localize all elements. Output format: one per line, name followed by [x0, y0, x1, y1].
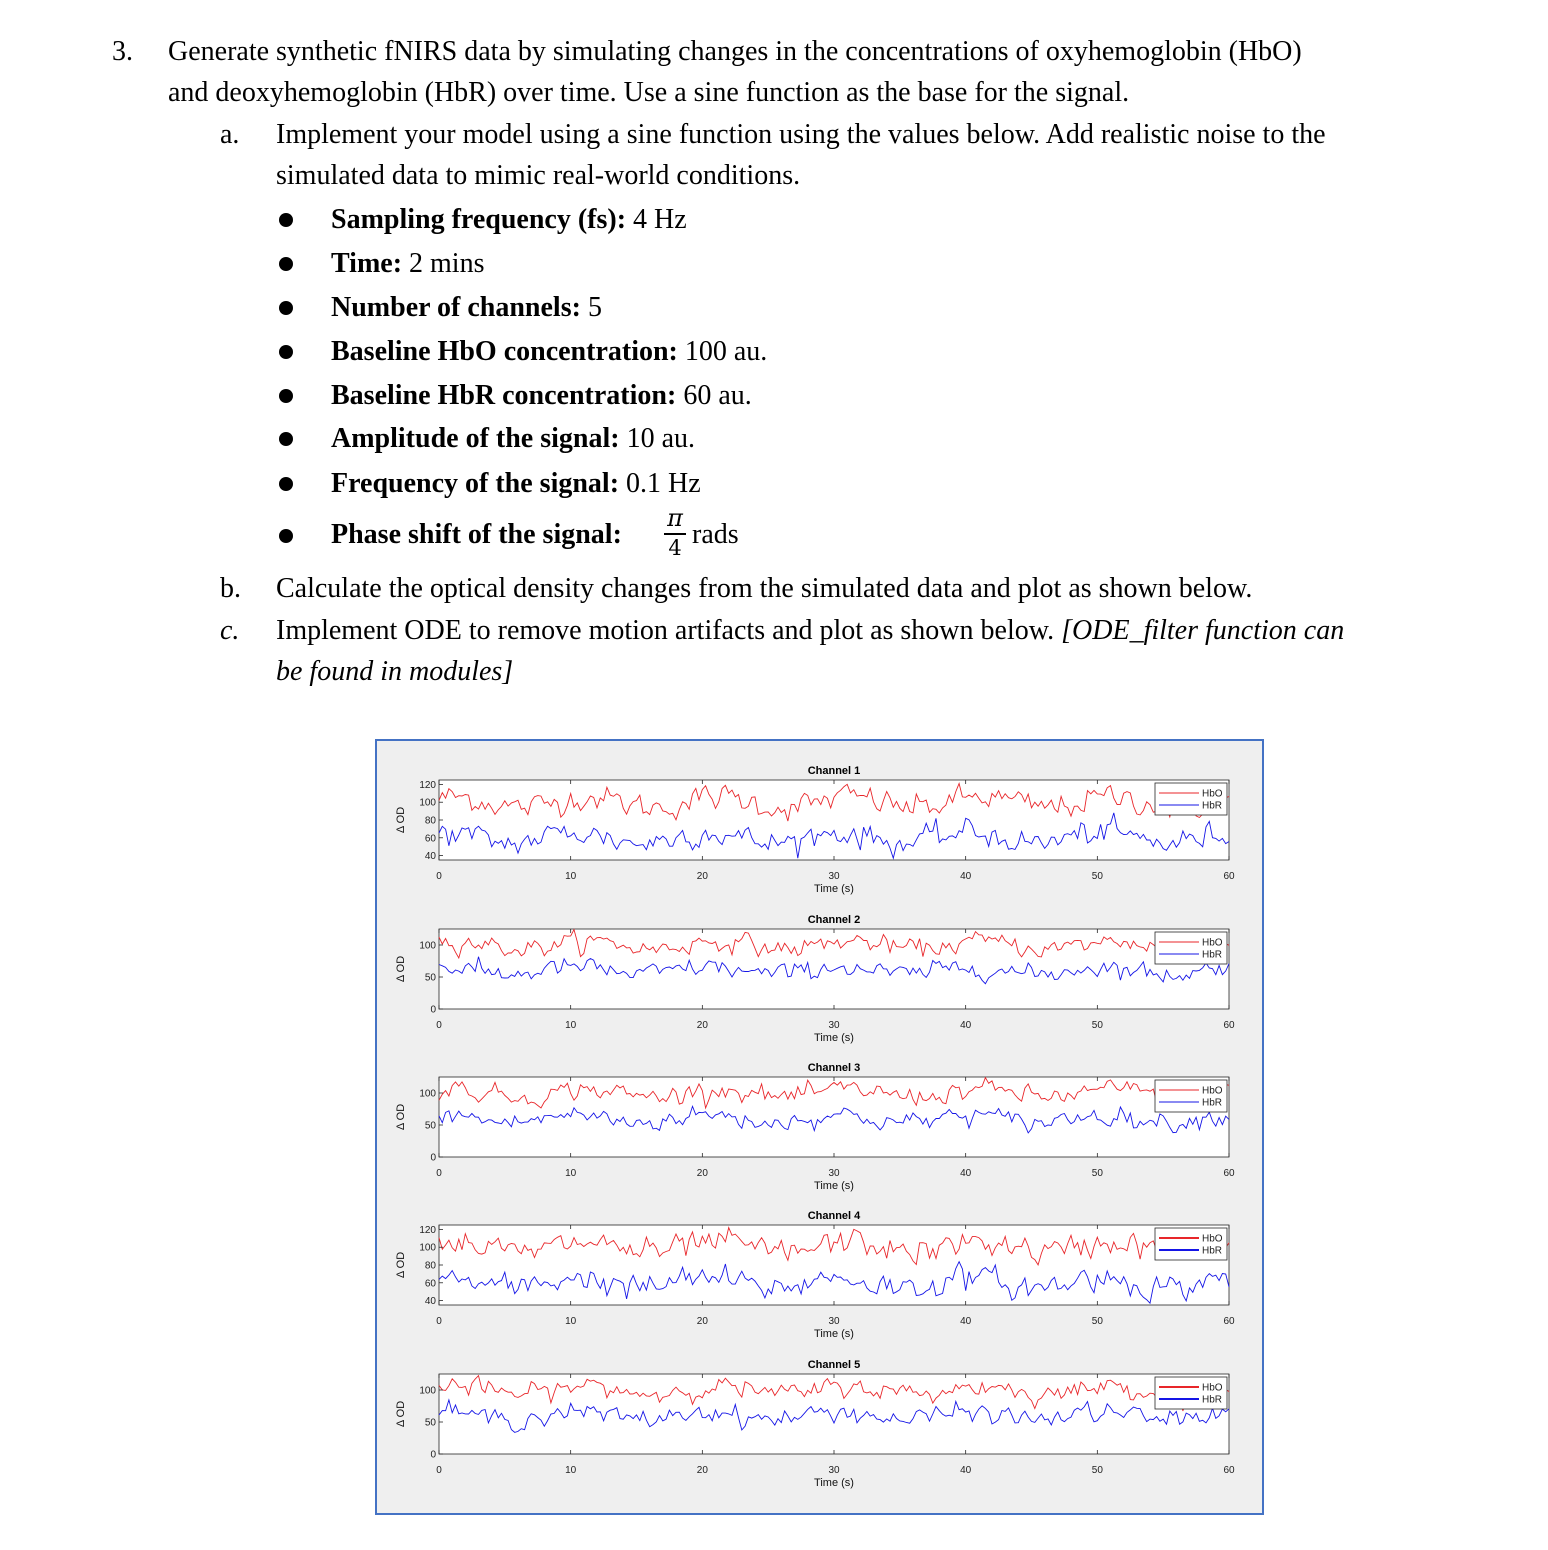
- intro-line-1: Generate synthetic fNIRS data by simulating changes in the concentrations of oxyhemoglobin (HbO): [168, 36, 1302, 67]
- param-baseline-hbo: Baseline HbO concentration: 100 au.: [331, 336, 768, 367]
- y-tick-label: 100: [419, 940, 436, 952]
- chart-title: Channel 4: [807, 1210, 861, 1222]
- y-axis-label: Δ OD: [395, 806, 407, 834]
- chart-title: Channel 1: [807, 765, 861, 777]
- x-tick-label: 10: [565, 1316, 577, 1327]
- bullet: [279, 345, 293, 359]
- x-tick-label: 60: [1223, 1465, 1235, 1476]
- pi-over-4-fraction: π 4: [660, 505, 690, 559]
- x-tick-label: 40: [960, 1168, 972, 1179]
- legend-label-hbr: HbR: [1202, 949, 1223, 961]
- legend-label-hbr: HbR: [1202, 1097, 1223, 1109]
- x-tick-label: 30: [828, 1465, 840, 1476]
- x-tick-label: 40: [960, 871, 972, 882]
- x-tick-label: 40: [960, 1020, 972, 1031]
- x-tick-label: 30: [828, 1020, 840, 1031]
- bullet: [279, 257, 293, 271]
- y-axis-label: Δ OD: [395, 1103, 407, 1131]
- y-tick-label: 100: [419, 1385, 436, 1397]
- y-tick-label: 40: [424, 1296, 436, 1308]
- x-tick-label: 0: [436, 871, 442, 882]
- y-tick-label: 80: [424, 815, 436, 827]
- intro-line-2: and deoxyhemoglobin (HbR) over time. Use a sine function as the base for the signal.: [168, 77, 1130, 108]
- chart-title: Channel 2: [807, 914, 861, 926]
- bullet: [279, 389, 293, 403]
- chart-title: Channel 5: [807, 1359, 861, 1371]
- x-tick-label: 60: [1223, 1020, 1235, 1031]
- y-tick-label: 80: [424, 1260, 436, 1272]
- y-tick-label: 60: [424, 1278, 436, 1290]
- x-tick-label: 10: [565, 1020, 577, 1031]
- x-tick-label: 50: [1091, 1316, 1103, 1327]
- x-axis-label: Time (s): [814, 1477, 854, 1489]
- bullet: [279, 477, 293, 491]
- legend-label-hbo: HbO: [1202, 788, 1223, 800]
- bullet: [279, 213, 293, 227]
- legend-label-hbo: HbO: [1202, 1382, 1223, 1394]
- x-tick-label: 60: [1223, 871, 1235, 882]
- param-amplitude: Amplitude of the signal: 10 au.: [331, 423, 696, 454]
- x-tick-label: 10: [565, 871, 577, 882]
- param-baseline-hbr: Baseline HbR concentration: 60 au.: [331, 380, 752, 411]
- param-phase-unit: rads: [692, 519, 739, 550]
- x-tick-label: 60: [1223, 1168, 1235, 1179]
- legend-label-hbr: HbR: [1202, 1245, 1223, 1257]
- x-tick-label: 50: [1091, 871, 1103, 882]
- y-tick-label: 50: [424, 972, 436, 984]
- part-b-text: Calculate the optical density changes from the simulated data and plot as shown below.: [276, 573, 1253, 604]
- x-tick-label: 50: [1091, 1020, 1103, 1031]
- part-c-line-2: be found in modules]: [276, 656, 514, 687]
- od-figure-svg: [377, 741, 1262, 1513]
- x-tick-label: 20: [696, 1020, 708, 1031]
- x-tick-label: 60: [1223, 1316, 1235, 1327]
- y-axis-label: Δ OD: [395, 1251, 407, 1279]
- param-phase-shift: Phase shift of the signal:: [331, 519, 622, 550]
- part-a-line-1: Implement your model using a sine function using the values below. Add realistic noise to the: [276, 119, 1326, 150]
- part-c-line-1: Implement ODE to remove motion artifacts and plot as shown below. [ODE_filter function can: [276, 615, 1345, 646]
- x-tick-label: 50: [1091, 1465, 1103, 1476]
- param-sampling-frequency: Sampling frequency (fs): 4 Hz: [331, 204, 687, 235]
- legend-label-hbr: HbR: [1202, 1394, 1223, 1406]
- x-tick-label: 40: [960, 1465, 972, 1476]
- chart-title: Channel 3: [807, 1062, 861, 1074]
- param-frequency: Frequency of the signal: 0.1 Hz: [331, 468, 701, 499]
- y-tick-label: 50: [424, 1417, 436, 1429]
- y-tick-label: 0: [430, 1152, 436, 1164]
- part-c-label: c.: [220, 615, 240, 646]
- y-tick-label: 120: [419, 779, 436, 791]
- param-time: Time: 2 mins: [331, 248, 485, 279]
- legend-label-hbo: HbO: [1202, 937, 1223, 949]
- x-tick-label: 20: [696, 1465, 708, 1476]
- y-tick-label: 0: [430, 1004, 436, 1016]
- plot-area: [439, 780, 1229, 860]
- plot-area: [439, 929, 1229, 1009]
- od-figure: [375, 739, 1264, 1515]
- legend-label-hbo: HbO: [1202, 1085, 1223, 1097]
- x-axis-label: Time (s): [814, 1032, 854, 1044]
- part-b-label: b.: [220, 573, 241, 604]
- y-tick-label: 60: [424, 833, 436, 845]
- legend-label-hbr: HbR: [1202, 800, 1223, 812]
- part-a-line-2: simulated data to mimic real-world conditions.: [276, 160, 801, 191]
- x-tick-label: 30: [828, 1168, 840, 1179]
- x-tick-label: 20: [696, 871, 708, 882]
- y-tick-label: 100: [419, 1088, 436, 1100]
- x-tick-label: 0: [436, 1316, 442, 1327]
- y-tick-label: 0: [430, 1449, 436, 1461]
- part-a-label: a.: [220, 119, 240, 150]
- bullet: [279, 301, 293, 315]
- y-tick-label: 40: [424, 851, 436, 863]
- x-tick-label: 20: [696, 1168, 708, 1179]
- x-tick-label: 0: [436, 1465, 442, 1476]
- x-tick-label: 50: [1091, 1168, 1103, 1179]
- x-tick-label: 10: [565, 1465, 577, 1476]
- plot-area: [439, 1374, 1229, 1454]
- y-axis-label: Δ OD: [395, 955, 407, 983]
- legend-label-hbo: HbO: [1202, 1233, 1223, 1245]
- x-tick-label: 20: [696, 1316, 708, 1327]
- x-tick-label: 40: [960, 1316, 972, 1327]
- y-tick-label: 120: [419, 1224, 436, 1236]
- param-channels: Number of channels: 5: [331, 292, 602, 323]
- x-tick-label: 0: [436, 1020, 442, 1031]
- x-tick-label: 30: [828, 1316, 840, 1327]
- y-axis-label: Δ OD: [395, 1400, 407, 1428]
- y-tick-label: 50: [424, 1120, 436, 1132]
- bullet: [279, 529, 293, 543]
- question-number: 3.: [112, 36, 133, 67]
- x-tick-label: 10: [565, 1168, 577, 1179]
- x-axis-label: Time (s): [814, 883, 854, 895]
- x-tick-label: 30: [828, 871, 840, 882]
- x-axis-label: Time (s): [814, 1180, 854, 1192]
- x-axis-label: Time (s): [814, 1328, 854, 1340]
- y-tick-label: 100: [419, 1242, 436, 1254]
- bullet: [279, 432, 293, 446]
- y-tick-label: 100: [419, 797, 436, 809]
- x-tick-label: 0: [436, 1168, 442, 1179]
